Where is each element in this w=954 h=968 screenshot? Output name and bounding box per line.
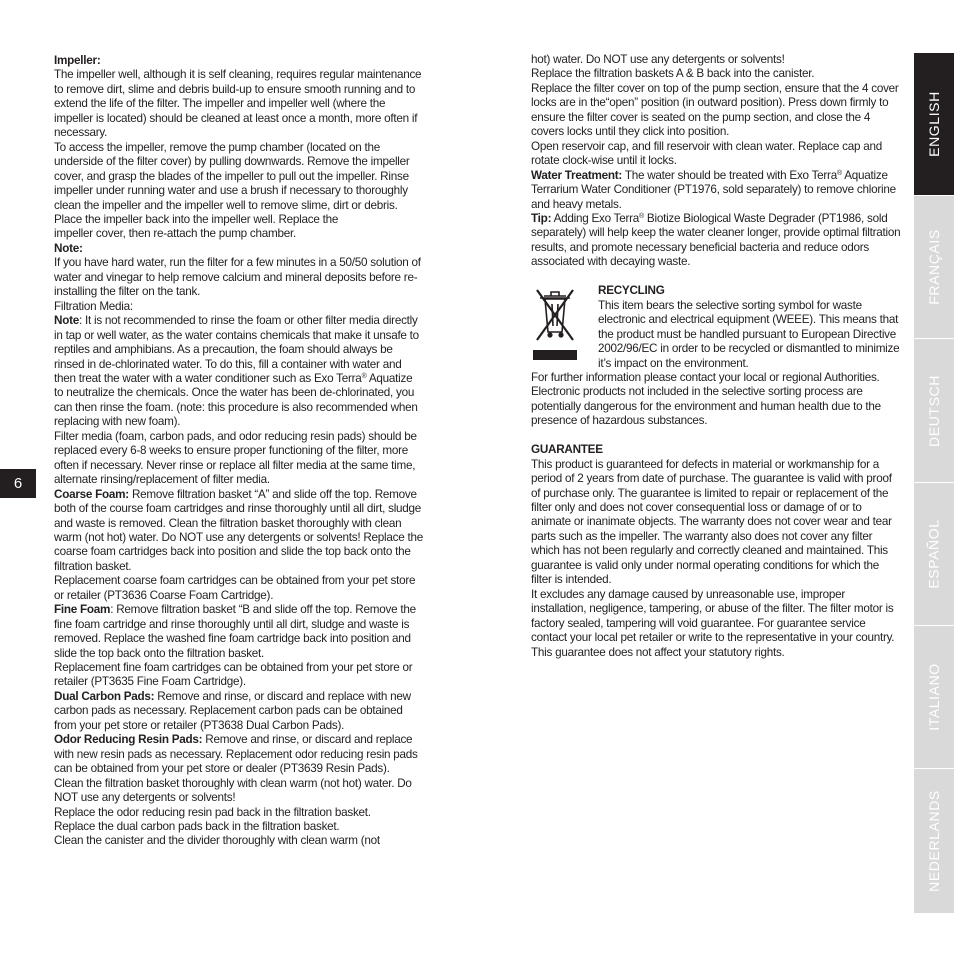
language-tabs — [914, 53, 954, 913]
carbon-pads-text: Dual Carbon Pads: Remove and rinse, or discard and replace with new carbon pads as necessary. Replacement carbon pads can be obtained from your pet store or retailer (PT3638 Dual Carbon Pads). — [54, 689, 411, 732]
tab-italiano-label: ITALIANO — [926, 663, 942, 731]
continued-paragraph-4: Open reservoir cap, and fill reservoir with clean water. Replace cap and rotate clock-wise until it locks. — [531, 139, 882, 168]
recycling-section — [531, 284, 901, 371]
continued-paragraph-1: hot) water. Do NOT use any detergents or solvents! — [531, 53, 785, 66]
guarantee-paragraph-1: This product is guaranteed for defects in material or workmanship for a period of 2 years from date of purchase. The guarantee is valid with proof of purchase only. The guarantee is limited to repair or replacement of the filter only and does not cover consequential loss or damage of or to animate or inanimate objects. The warranty does not cover wear and tear parts such as the impeller. The warranty also does not cover any filter which has not been regularly and correctly cleaned and maintained. This guarantee is valid only under normal operating conditions for which the filter is intended. — [531, 457, 892, 587]
tab-espanol-label: ESPAÑOL — [926, 519, 942, 589]
left-column — [54, 54, 424, 849]
tab-deutsch[interactable] — [914, 339, 954, 483]
impeller-paragraph-2: To access the impeller, remove the pump chamber (located on the underside of the filter cover) by pulling downwards. Remove the impeller cover, and grasp the blades of the impeller to pull out the impeller. Rinse impeller under running water and use a brush if necessary to thoroughly clean the impeller and the impeller well to remove slime, dirt or debris. Place the impeller back into the impeller well. Replace the — [54, 140, 410, 226]
tip-text: Tip: Adding Exo Terra® Biotize Biological Waste Degrader (PT1986, sold separately) will help keep the water cleaner longer, provide optimal filtration results, and promote necessary beneficial bacteria and reduce odors associated with decaying waste. — [531, 211, 901, 269]
water-treatment-text: Water Treatment: The water should be treated with Exo Terra® Aquatize Terrarium Water Conditioner (PT1976, sold separately) to remove chlorine and heavy metals. — [531, 168, 896, 211]
guarantee-paragraph-2: It excludes any damage caused by unreasonable use, improper installation, negligence, tampering, or abuse of the filter. The filter motor is factory sealed, tampering will void guarantee. For guarantee service contact your local pet retailer or write to the representative in your country. This guarantee does not affect your statutory rights. — [531, 587, 895, 659]
replace-carbon-text: Replace the dual carbon pads back in the filtration basket. — [54, 820, 340, 834]
note-text: If you have hard water, run the filter for a few minutes in a 50/50 solution of water and vinegar to help remove calcium and mineral deposits before re-installing the filter on the tank. — [54, 256, 421, 299]
impeller-heading: Impeller: — [54, 54, 101, 67]
replace-resin-text: Replace the odor reducing resin pad back in the filtration basket. — [54, 805, 371, 819]
tab-francais-label: FRANÇAIS — [926, 229, 942, 305]
tab-english-label: ENGLISH — [926, 91, 943, 157]
recycling-text: This item bears the selective sorting symbol for waste electronic and electrical equipment (WEEE). This means that the product must be handled pursuant to European Directive 2002/96/EC in order to be recycled or dismantled to minimize it’s impact on the environment. — [598, 298, 900, 370]
recycling-more-text: For further information please contact your local or regional Authorities. Electronic products not included in the selective sorting process are potentially dangerous for the environment and human health due to the presence of hazardous substances. — [531, 370, 881, 428]
tab-espanol[interactable] — [914, 483, 954, 626]
coarse-foam-replacement: Replacement coarse foam cartridges can be obtained from your pet store or retailer (PT3636 Coarse Foam Cartridge). — [54, 574, 416, 602]
clean-basket-text: Clean the filtration basket thoroughly with clean warm (not hot) water. Do NOT use any detergents or solvents! — [54, 776, 412, 805]
tab-francais[interactable] — [914, 196, 954, 339]
recycling-heading: RECYCLING — [598, 284, 665, 298]
guarantee-heading: GUARANTEE — [531, 443, 603, 457]
coarse-foam-text: Coarse Foam: Remove filtration basket “A” and slide off the top. Remove both of the course foam cartridges and rinse thoroughly until all dirt, sludge and waste is removed. Clean the filtration basket thoroughly with clean warm (not hot) water. Do NOT use any detergents or solvents! Replace the coarse foam cartridges back into position and slide the top back onto the filtration basket. — [54, 487, 423, 573]
clean-canister-text: Clean the canister and the divider thoroughly with clean warm (not — [54, 834, 380, 848]
page-number: 6 — [0, 469, 36, 498]
fine-foam-text: Fine Foam: Remove filtration basket “B and slide off the top. Remove the fine foam cartridge and rinse thoroughly until all dirt, sludge and waste is removed. Replace the washed fine foam cartridge back into position and slide the top back onto the filtration basket. — [54, 603, 416, 660]
filter-media-text: Filter media (foam, carbon pads, and odor reducing resin pads) should be replaced every 6-8 weeks to ensure proper functioning of the filter, more often if necessary. Never rinse or replace all filter media at the same time, alternate rinsing/replacement of filter media. — [54, 429, 417, 487]
right-column — [531, 53, 901, 660]
tab-deutsch-label: DEUTSCH — [926, 374, 942, 447]
tab-nederlands[interactable] — [914, 769, 954, 913]
note-heading: Note: — [54, 241, 83, 255]
weee-crossed-bin-icon — [531, 284, 579, 364]
continued-paragraph-2: Replace the filtration baskets A & B back into the canister. — [531, 67, 815, 81]
tab-nederlands-label: NEDERLANDS — [926, 790, 943, 892]
resin-pads-text: Odor Reducing Resin Pads: Remove and rinse, or discard and replace with new resin pads as necessary. Replacement odor reducing resin pads can be obtained from your pet store or dealer (PT3639 Resin Pads). — [54, 733, 418, 776]
tab-italiano[interactable] — [914, 626, 954, 769]
impeller-paragraph-1: The impeller well, although it is self cleaning, requires regular maintenance to remove dirt, slime and debris build-up to ensure smooth running and to extend the life of the filter. The impeller and impeller well (where the impeller is located) should be cleaned at least once a month, more often if necessary. — [54, 68, 422, 140]
tab-english[interactable] — [914, 53, 954, 196]
note-foam-rinse: Note: It is not recommended to rinse the foam or other filter media directly in tap or well water, as the water contains chemicals that make it unsafe to reptiles and amphibians. As a precaution, the foam should always be rinsed in de-chlorinated water. To do this, fill a container with water and then treat the water with a water conditioner such as Exo Terra® Aquatize to neutralize the chemicals. Once the water has been de-chlorinated, you can then rinse the foam. (note: this procedure is also recommended when replacing with new foam). — [54, 314, 419, 429]
continued-paragraph-3: Replace the filter cover on top of the pump section, ensure that the 4 cover locks are in the“open” position (in outward position). Press down firmly to ensure the filter cover is seated on the pump section, and close the 4 covers locks until they click into position. — [531, 81, 899, 139]
fine-foam-replacement: Replacement fine foam cartridges can be obtained from your pet store or retailer (PT3635 Fine Foam Cartridge). — [54, 661, 413, 689]
filtration-media-heading: Filtration Media: — [54, 299, 133, 313]
impeller-paragraph-3: impeller cover, then re-attach the pump chamber. — [54, 227, 297, 241]
